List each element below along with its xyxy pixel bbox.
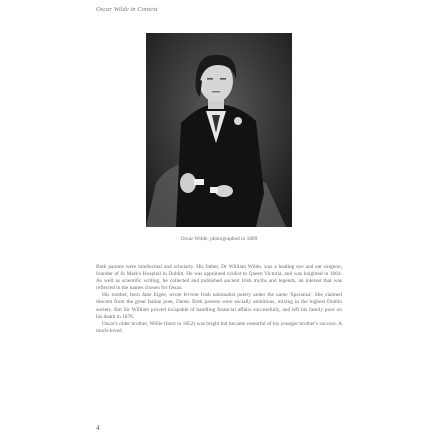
paragraph: Oscar's older brother, Willie (born in 1852) was bright but became resentful of his younger brother's success. A much-loved <box>96 320 342 334</box>
paragraph: Both parents were intellectual and scholarly. His father, Dr William Wilde, was a leading eye and ear surgeon, founder of St Mark's Hospital in Dublin. He was appointed oculist to Queen Victoria, and was knighted in 1864. As well as scientific writing, he collected and published ancient Irish myths and legends, an interest that was reflected in the names chosen for Oscar. <box>96 264 342 292</box>
portrait-photograph <box>146 33 292 227</box>
page-number: 4 <box>96 424 100 432</box>
running-head: Oscar Wilde in Context <box>96 6 158 13</box>
body-text <box>96 264 342 335</box>
paragraph: His mother, born Jane Elgee, wrote fervent Irish nationalist poetry under the name 'Speranza'. She claimed descent from the great Italian poet, Dante. Both parents were socially ambitious, mixing in the highest Dublin society. But Sir William proved incapable of handling financial affairs successfully, and left his family poor on his death in 1876. <box>96 292 342 320</box>
figure-caption: Oscar Wilde, photographed in 1889 <box>180 236 258 242</box>
portrait-image <box>146 33 292 227</box>
